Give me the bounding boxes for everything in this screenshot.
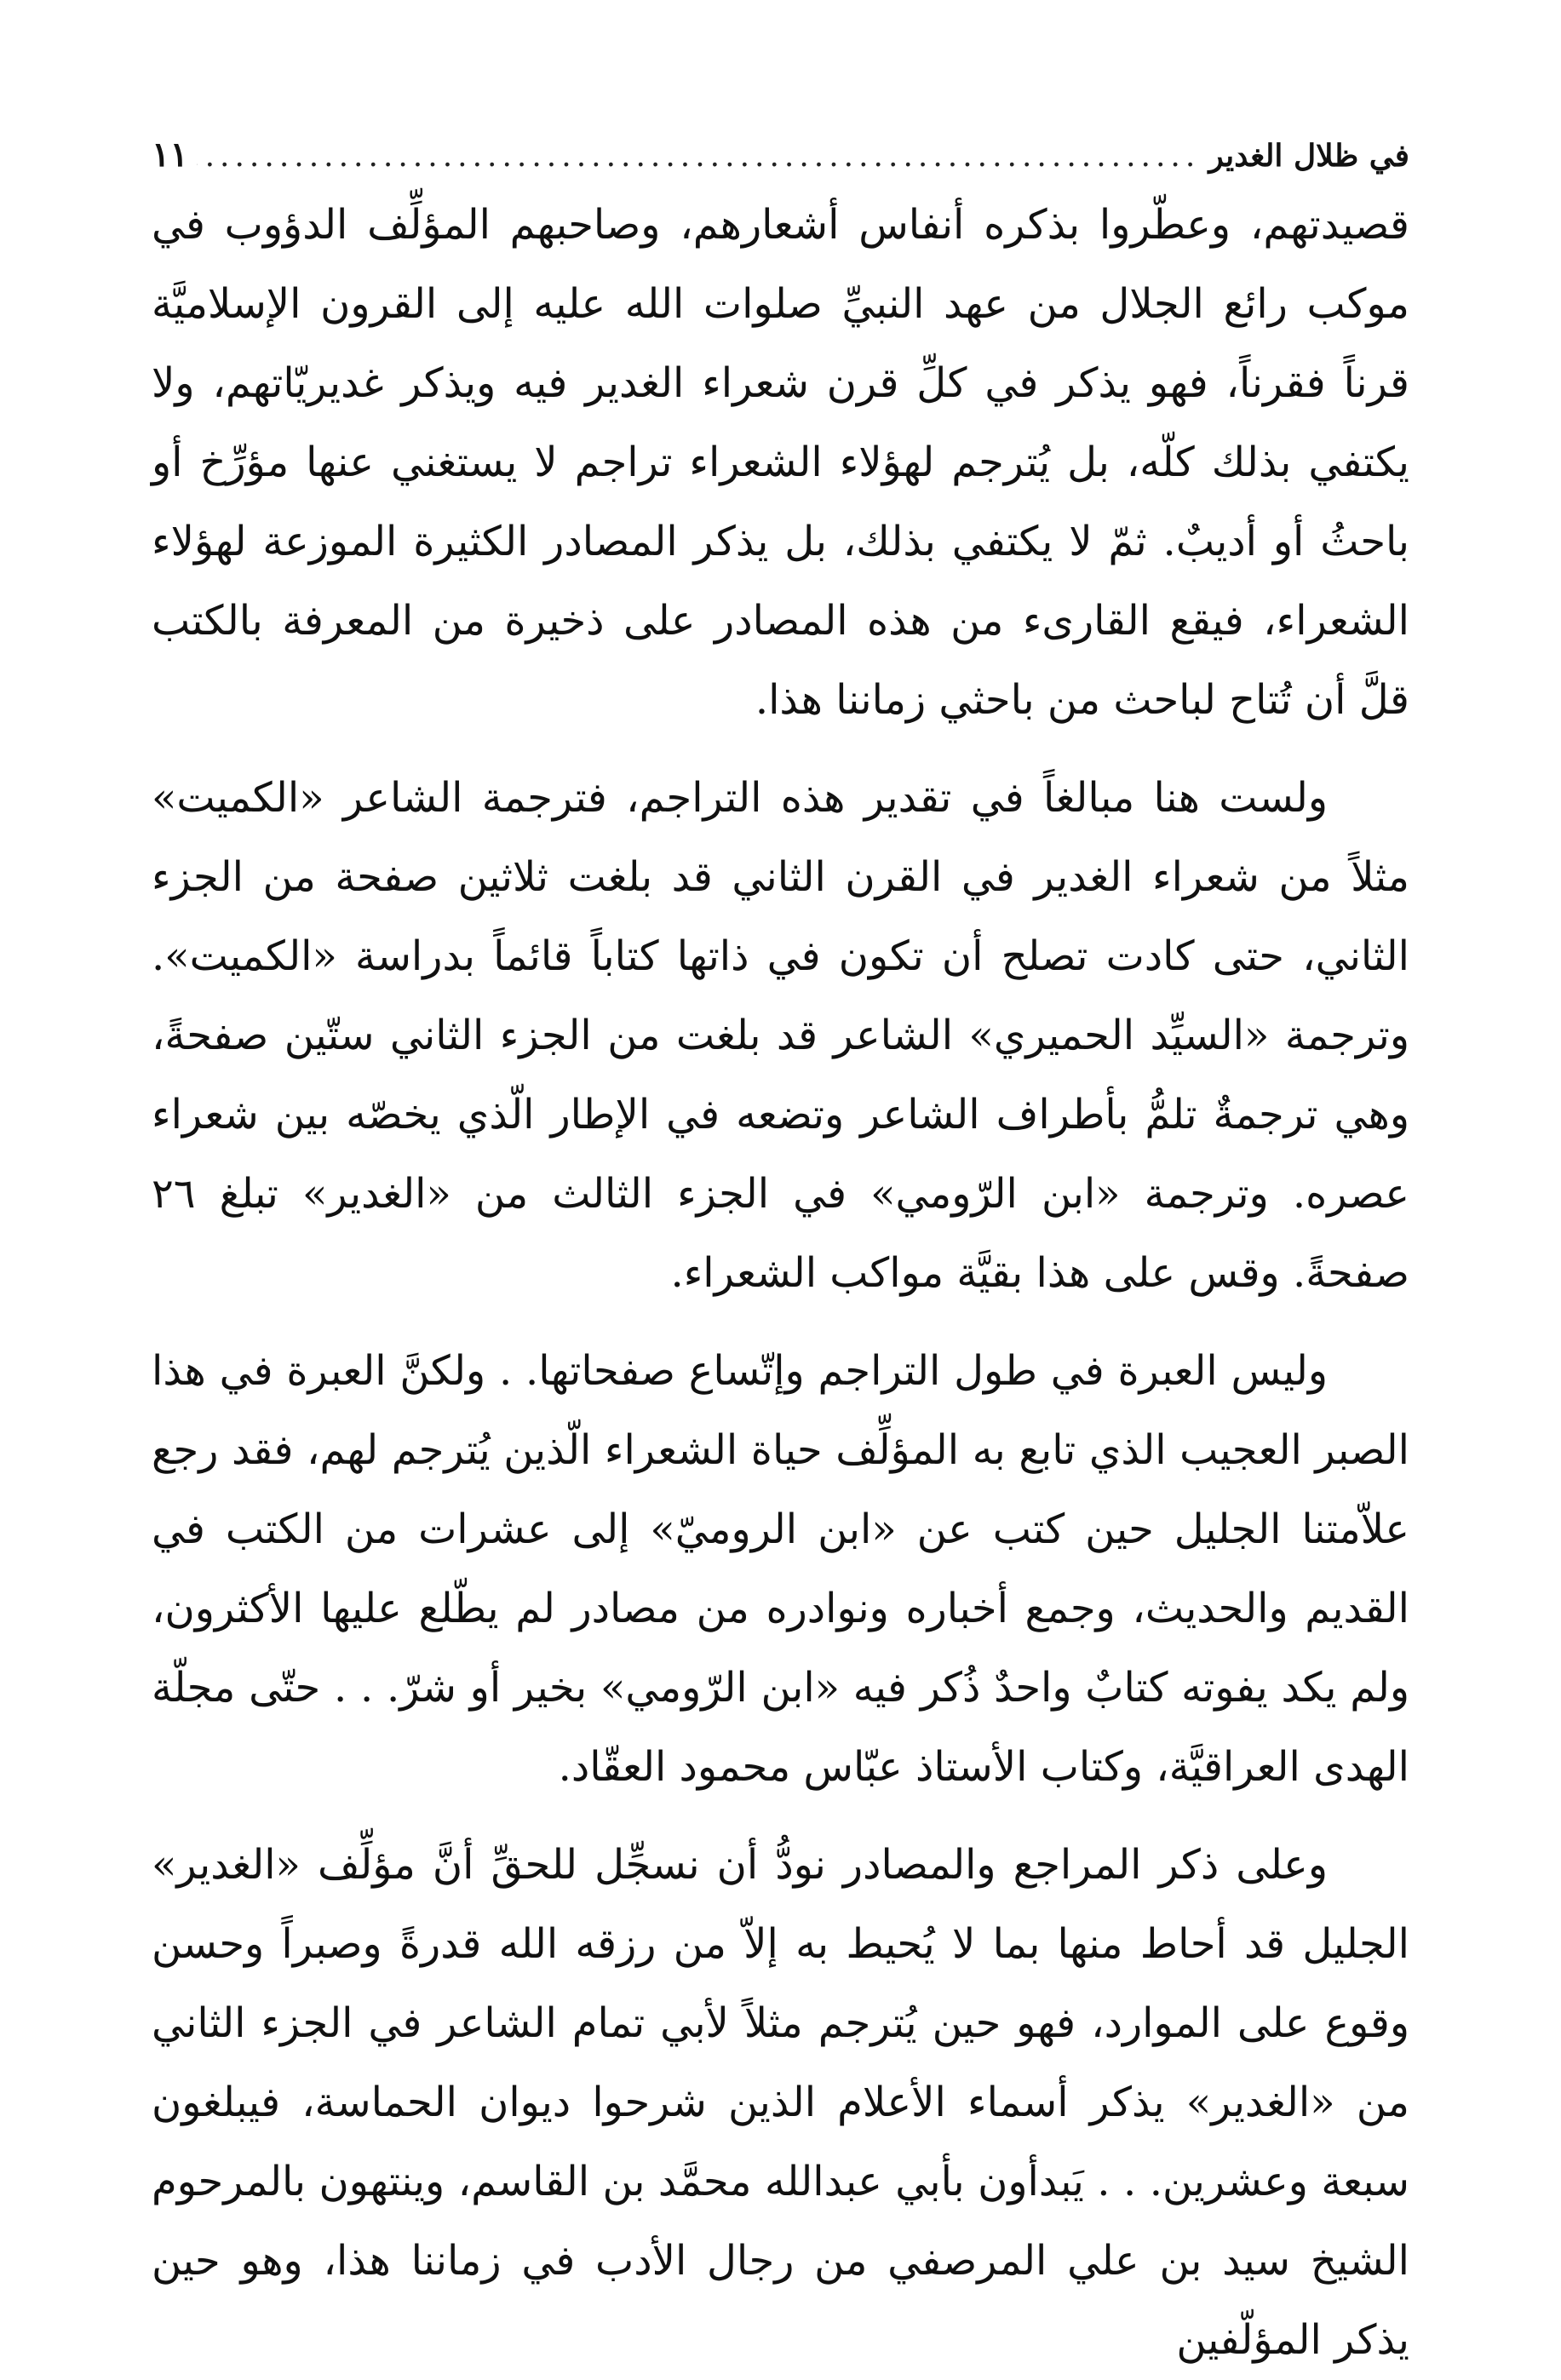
dot-leader — [197, 129, 1200, 184]
running-header — [152, 128, 1409, 182]
paragraph: قصيدتهم، وعطّروا بذكره أنفاس أشعارهم، وصاحبهم المؤلِّف الدؤوب في موكب رائع الجلال من عهد النبيِّ صلوات الله عليه إلى القرون الإسلاميَّة قرناً فقرناً، فهو يذكر في كلِّ قرن شعراء الغدير فيه ويذكر غديريّاتهم، ولا يكتفي بذلك كلّه، بل يُترجم لهؤلاء الشعراء تراجم لا يستغني عنها مؤرِّخ أو باحثُ أو أديبٌ. ثمّ لا يكتفي بذلك، بل يذكر المصادر الكثيرة الموزعة لهؤلاء الشعراء، فيقع القارىء من هذه المصادر على ذخيرة من المعرفة بالكتب قلَّ أن تُتاح لباحث من باحثي زماننا هذا. — [152, 201, 1410, 724]
page-number: ١١ — [152, 135, 188, 175]
paragraph: وعلى ذكر المراجع والمصادر نودُّ أن نسجِّل للحقِّ أنَّ مؤلِّف «الغدير» الجليل قد أحاط منها بما لا يُحيط به إلاّ من رزقه الله قدرةً وصبراً وحسن وقوع على الموارد، فهو حين يُترجم مثلاً لأبي تمام الشاعر في الجزء الثاني من «الغدير» يذكر أسماء الأعلام الذين شرحوا ديوان الحماسة، فيبلغون سبعة وعشرين. . . يَبدأون بأبي عبدالله محمَّد بن القاسم، وينتهون بالمرحوم الشيخ سيد بن علي المرصفي من رجال الأدب في زماننا هذا، وهو حين يذكر المؤلّفين — [152, 1841, 1410, 2364]
running-title: في ظلال الغدير — [1208, 138, 1409, 174]
paragraph: وليس العبرة في طول التراجم وإتّساع صفحاتها. . ولكنَّ العبرة في هذا الصبر العجيب الذي تابع به المؤلِّف حياة الشعراء الّذين يُترجم لهم، فقد رجع علاّمتنا الجليل حين كتب عن «ابن الروميّ» إلى عشرات من الكتب في القديم والحديث، وجمع أخباره ونوادره من مصادر لم يطّلع عليها الأكثرون، ولم يكد يفوته كتابٌ واحدٌ ذُكر فيه «ابن الرّومي» بخير أو شرّ. . . حتّى مجلّة الهدى العراقيَّة، وكتاب الأستاذ عبّاس محمود العقّاد. — [152, 1347, 1409, 1791]
paragraph: ولست هنا مبالغاً في تقدير هذه التراجم، فترجمة الشاعر «الكميت» مثلاً من شعراء الغدير في القرن الثاني قد بلغت ثلاثين صفحة من الجزء الثاني، حتى كادت تصلح أن تكون في ذاتها كتاباً قائماً بدراسة «الكميت». وترجمة «السيِّد الحميري» الشاعر قد بلغت من الجزء الثاني ستّين صفحةً، وهي ترجمةٌ تلمُّ بأطراف الشاعر وتضعه في الإطار الّذي يخصّه بين شعراء عصره. وترجمة «ابن الرّومي» في الجزء الثالث من «الغدير» تبلغ ٢٦ صفحةً. وقس على هذا بقيَّة مواكب الشعراء. — [152, 774, 1409, 1297]
body-text — [152, 186, 1409, 2380]
